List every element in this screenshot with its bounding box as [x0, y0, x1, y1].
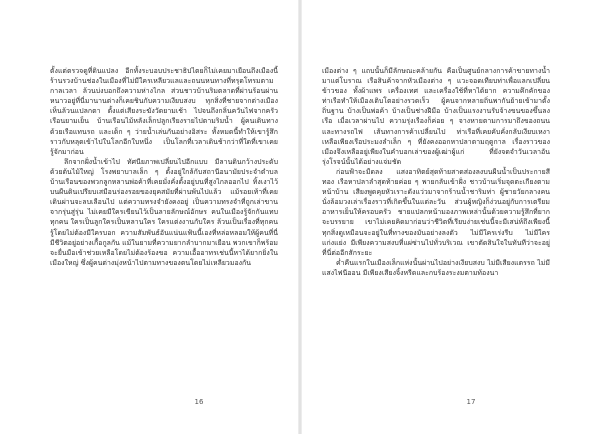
- paragraph: ตั้งแต่ตรวจดูที่ดินแปลง อีกทั้งระบอบประชาธิปไตยก็ไม่เคยมาเยือนถึงเมืองนี้ ร้านรวงบ้านช่องในเมืองที่ไม่มีใครเหลียวแลและถนนหนทางที่ทรุดโทรมตามกาลเวลา ล้วนบ่งบอกถึงความห่างไกล ส่วนชาวบ้านริมตลาดที่ผ่านร้อนผ่านหนาวอยู่ที่นี่มานานต่างก็เคยชินกับความเงียบสงบ ทุกสิ่งที่ชายจากต่างเมืองเห็นล้วนแปลกตา ตั้งแต่เสียงระฆังวัดยามเช้า ไปจนถึงกลิ่นควันไฟจากครัวเรือนยามเย็น บ้านเรือนไม้หลังเล็กปลูกเรียงรายไปตามริมน้ำ ผู้คนเดินทางด้วยเรือแทนรถ และเด็ก ๆ ว่ายน้ำเล่นกันอย่างอิสระ ทั้งหมดนี้ทำให้เขารู้สึกราวกับหลุดเข้าไปในโลกอีกใบหนึ่ง เป็นโลกที่เวลาเดินช้ากว่าที่ใดที่เขาเคยรู้จักมาก่อน: [50, 67, 278, 156]
- right-page: [302, 0, 600, 434]
- page-number-right: 17: [466, 398, 476, 406]
- paragraph: ค่ำคืนแรกในเมืองเล็กแห่งนั้นผ่านไปอย่างเงียบสงบ ไม่มีเสียงแตรรถ ไม่มีแสงไฟนีออน มีเพียงเสียงจิ้งหรีดและกบร้องระงมตามท้องนา: [322, 258, 550, 277]
- left-page: [0, 0, 298, 434]
- paragraph: เมืองต่าง ๆ แถบนั้นก็มีลักษณะคล้ายกัน คือเป็นศูนย์กลางการค้าขายทางน้ำมาแต่โบราณ เรือสินค้าจากหัวเมืองต่าง ๆ แวะจอดเทียบท่าเพื่อแลกเปลี่ยนข้าวของ ทั้งผ้าแพร เครื่องเทศ และเครื่องใช้ที่หาได้ยาก ความคึกคักของท่าเรือทำให้เมืองเติบโตอย่างรวดเร็ว ผู้คนจากหลายถิ่นพากันย้ายเข้ามาตั้งถิ่นฐาน บ้างเป็นพ่อค้า บ้างเป็นช่างฝีมือ บ้างเป็นแรงงานรับจ้างขนของขึ้นลงเรือ เมื่อเวลาผ่านไป ความรุ่งเรืองก็ค่อย ๆ จางหายตามการมาถึงของถนนและทางรถไฟ เส้นทางการค้าเปลี่ยนไป ท่าเรือที่เคยคับคั่งกลับเงียบเหงา เหลือเพียงเรือประมงลำเล็ก ๆ ที่ยังคงออกหาปลาตามฤดูกาล เรื่องราวของเมืองจึงเหลืออยู่เพียงในคำบอกเล่าของผู้เฒ่าผู้แก่ ที่ยังจดจำวันเวลาอันรุ่งโรจน์นั้นได้อย่างแจ่มชัด: [322, 67, 550, 166]
- paragraph: ลึกจากฝั่งน้ำเข้าไป ทัศนียภาพเปลี่ยนไปอีกแบบ มีลานดินกว้างประดับด้วยต้นไม้ใหญ่ โรงพยาบาลเล็ก ๆ ตั้งอยู่ใกล้กับสถานีอนามัยประจำตำบล บ้านเรือนของพวกลูกหลานพ่อค้าที่เคยมั่งคั่งตั้งอยู่บนที่สูงไกลออกไป ทิ้งเงาไว้บนผืนดินเปรียบเสมือนร่องรอยของยุคสมัยที่ผ่านพ้นไปแล้ว แม้รอยเท้าที่เคยเดินผ่านจะลบเลือนไป แต่ความทรงจำยังคงอยู่ เป็นความทรงจำที่ถูกเล่าขานจากรุ่นสู่รุ่น ไม่เคยมีใครเขียนไว้เป็นลายลักษณ์อักษร คนในเมืองรู้จักกันแทบทุกคน ใครเป็นลูกใครเป็นหลานใคร ใครแต่งงานกับใคร ล้วนเป็นเรื่องที่ทุกคนรู้โดยไม่ต้องมีใครบอก ความสัมพันธ์อันแน่นแฟ้นนี้เองที่หล่อหลอมให้ผู้คนที่นี่มีชีวิตอยู่อย่างเกื้อกูลกัน แม้ในยามที่ความยากลำบากมาเยือน พวกเขาก็พร้อมจะยื่นมือเข้าช่วยเหลือโดยไม่ต้องร้องขอ ความเอื้ออาทรเช่นนี้หาได้ยากยิ่งในเมืองใหญ่ ซึ่งผู้คนต่างมุ่งหน้าไปตามทางของตนโดยไม่เหลียวมองกัน: [50, 157, 279, 267]
- left-page-body: [50, 66, 278, 268]
- right-page-body: [322, 66, 550, 278]
- paragraph: ก่อนฟ้าจะมืดลง แสงอาทิตย์สุดท้ายสาดส่องลงบนผืนน้ำเป็นประกายสีทอง เรือหาปลาลำสุดท้ายค่อย ๆ พายกลับเข้าฝั่ง ชาวบ้านเริ่มจุดตะเกียงตามหน้าบ้าน เสียงพูดคุยหัวเราะดังแว่วมาจากร้านน้ำชาริมท่า ผู้ชายวัยกลางคนนั่งล้อมวงเล่าเรื่องราวที่เกิดขึ้นในแต่ละวัน ส่วนผู้หญิงก็ง่วนอยู่กับการเตรียมอาหารเย็นให้ครอบครัว ชายแปลกหน้ามองภาพเหล่านั้นด้วยความรู้สึกที่ยากจะบรรยาย เขาไม่เคยคิดมาก่อนว่าชีวิตที่เรียบง่ายเช่นนี้จะมีเสน่ห์ถึงเพียงนี้ ทุกสิ่งดูเหมือนจะอยู่ในที่ทางของมันอย่างลงตัว ไม่มีใครเร่งรีบ ไม่มีใครแก่งแย่ง มีเพียงความสงบที่แผ่ซ่านไปทั่วบริเวณ เขาตัดสินใจในทันทีว่าจะอยู่ที่นี่ต่ออีกสักระยะ: [322, 167, 550, 257]
- page-number-left: 16: [194, 398, 204, 406]
